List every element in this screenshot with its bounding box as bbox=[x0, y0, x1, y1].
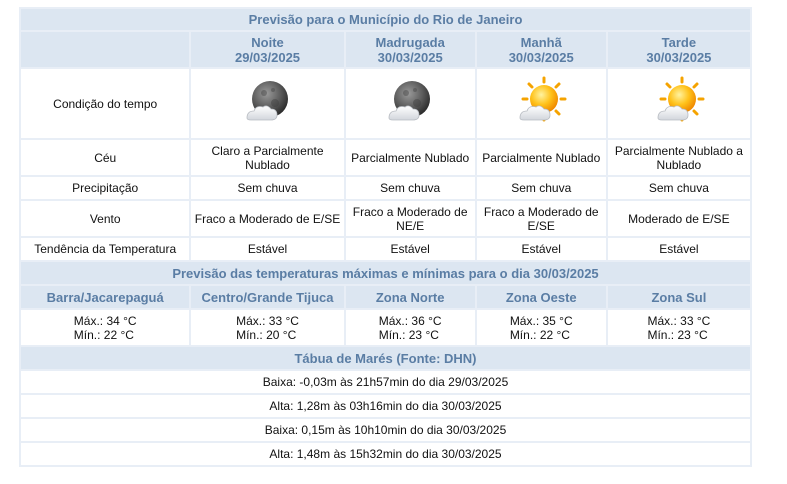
max-temp: Máx.: 36 °C bbox=[378, 313, 442, 328]
min-temp: Mín.: 22 °C bbox=[73, 327, 134, 342]
zone-temp-cell-4 bbox=[608, 310, 750, 345]
sun-cloud-icon bbox=[652, 76, 706, 128]
max-temp: Máx.: 34 °C bbox=[73, 313, 137, 328]
zone-temp-cell-0 bbox=[21, 310, 189, 345]
period-header-0 bbox=[191, 32, 343, 67]
sky-cell-3: Parcialmente Nublado a Nublado bbox=[608, 140, 750, 175]
zone-header-2: Zona Norte bbox=[346, 286, 475, 308]
forecast-title: Previsão para o Município do Rio de Janeiro bbox=[21, 9, 750, 30]
condition-cell-1 bbox=[346, 69, 475, 138]
tide-entry-3: Alta: 1,48m às 15h32min do dia 30/03/2025 bbox=[21, 443, 750, 465]
min-temp: Mín.: 20 °C bbox=[236, 327, 297, 342]
tide-entry-0: Baixa: -0,03m às 21h57min do dia 29/03/2025 bbox=[21, 371, 750, 393]
wind-cell-3: Moderado de E/SE bbox=[608, 201, 750, 236]
zone-temp-cell-2 bbox=[346, 310, 475, 345]
sun-cloud-icon bbox=[514, 76, 568, 128]
condition-cell-0 bbox=[191, 69, 343, 138]
period-name: Manhã bbox=[520, 34, 562, 50]
wind-cell-0: Fraco a Moderado de E/SE bbox=[191, 201, 343, 236]
row-label-precipitacao: Precipitação bbox=[21, 177, 189, 199]
period-date: 30/03/2025 bbox=[508, 49, 574, 65]
zone-temp-cell-3 bbox=[477, 310, 606, 345]
sky-cell-2: Parcialmente Nublado bbox=[477, 140, 606, 175]
precip-cell-1: Sem chuva bbox=[346, 177, 475, 199]
moon-cloud-icon bbox=[383, 76, 437, 128]
trend-cell-1: Estável bbox=[346, 238, 475, 260]
max-temp: Máx.: 33 °C bbox=[236, 313, 299, 328]
zone-temp-cell-1 bbox=[191, 310, 343, 345]
temps-title: Previsão das temperaturas máximas e mínimas para o dia 30/03/2025 bbox=[21, 262, 750, 284]
header-empty bbox=[21, 32, 189, 67]
sky-cell-0: Claro a Parcialmente Nublado bbox=[191, 140, 343, 175]
period-header-3 bbox=[608, 32, 750, 67]
tides-title: Tábua de Marés (Fonte: DHN) bbox=[21, 347, 750, 369]
forecast-panel bbox=[19, 7, 752, 467]
max-temp: Máx.: 33 °C bbox=[647, 313, 711, 328]
trend-cell-0: Estável bbox=[191, 238, 343, 260]
trend-cell-2: Estável bbox=[477, 238, 606, 260]
period-date: 30/03/2025 bbox=[646, 49, 712, 65]
trend-cell-3: Estável bbox=[608, 238, 750, 260]
tide-entry-1: Alta: 1,28m às 03h16min do dia 30/03/2025 bbox=[21, 395, 750, 417]
tide-entry-2: Baixa: 0,15m às 10h10min do dia 30/03/2025 bbox=[21, 419, 750, 441]
precip-cell-0: Sem chuva bbox=[191, 177, 343, 199]
moon-cloud-icon bbox=[241, 76, 295, 128]
wind-cell-2: Fraco a Moderado de E/SE bbox=[477, 201, 606, 236]
period-name: Tarde bbox=[661, 34, 697, 50]
precip-cell-3: Sem chuva bbox=[608, 177, 750, 199]
forecast-table bbox=[19, 7, 752, 467]
zone-header-1: Centro/Grande Tijuca bbox=[191, 286, 343, 308]
period-date: 30/03/2025 bbox=[377, 49, 443, 65]
period-header-2 bbox=[477, 32, 606, 67]
zone-header-3: Zona Oeste bbox=[477, 286, 606, 308]
period-header-1 bbox=[346, 32, 475, 67]
precip-cell-2: Sem chuva bbox=[477, 177, 606, 199]
wind-cell-1: Fraco a Moderado de NE/E bbox=[346, 201, 475, 236]
row-label-tendencia: Tendência da Temperatura bbox=[21, 238, 189, 260]
condition-cell-3 bbox=[608, 69, 750, 138]
condition-cell-2 bbox=[477, 69, 606, 138]
row-label-vento: Vento bbox=[21, 201, 189, 236]
min-temp: Mín.: 23 °C bbox=[378, 327, 439, 342]
period-name: Madrugada bbox=[375, 34, 445, 50]
sky-cell-1: Parcialmente Nublado bbox=[346, 140, 475, 175]
min-temp: Mín.: 22 °C bbox=[509, 327, 570, 342]
period-name: Noite bbox=[251, 34, 284, 50]
min-temp: Mín.: 23 °C bbox=[647, 327, 708, 342]
zone-header-4: Zona Sul bbox=[608, 286, 750, 308]
zone-header-0: Barra/Jacarepaguá bbox=[21, 286, 189, 308]
max-temp: Máx.: 35 °C bbox=[509, 313, 573, 328]
row-label-condicao: Condição do tempo bbox=[21, 69, 189, 138]
row-label-ceu: Céu bbox=[21, 140, 189, 175]
period-date: 29/03/2025 bbox=[234, 49, 301, 65]
